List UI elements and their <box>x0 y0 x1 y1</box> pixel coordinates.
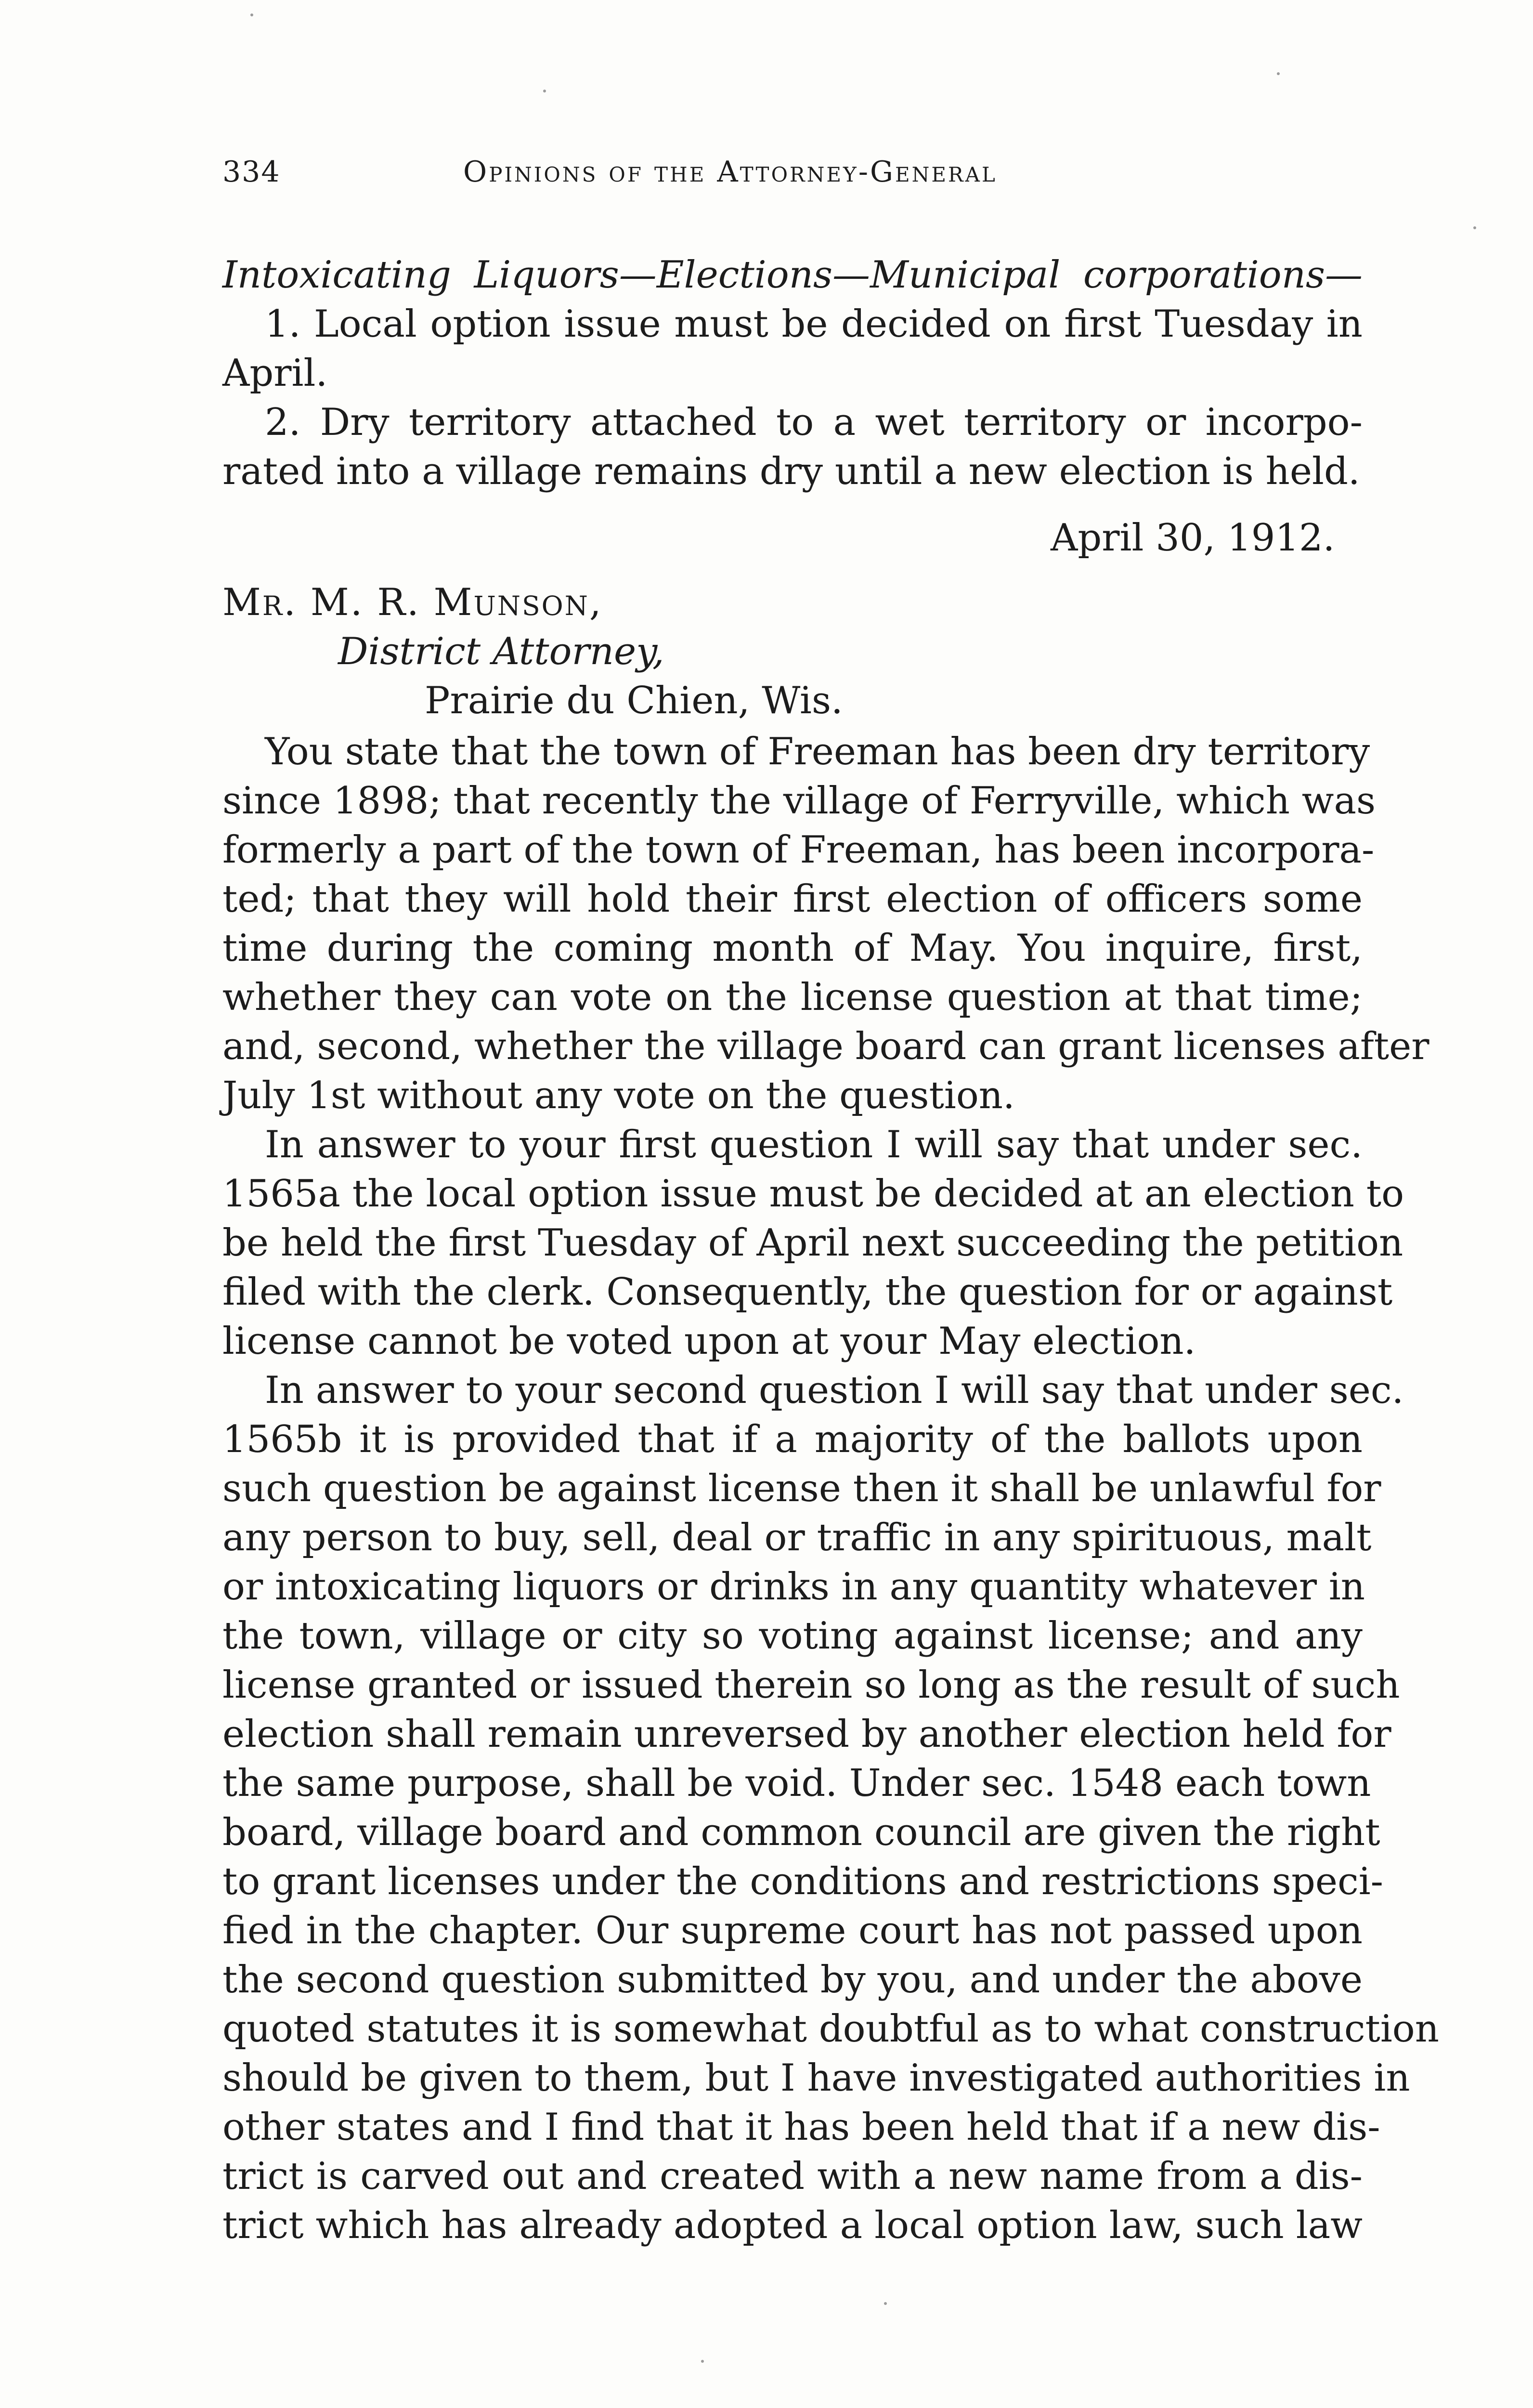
body-line: In answer to your second question I will say that under sec. <box>265 1369 1404 1412</box>
page-number: 334 <box>222 155 281 189</box>
body-line: the second question submitted by you, and under the above <box>222 1958 1363 2002</box>
letter-date: April 30, 1912. <box>1051 516 1335 560</box>
body-line: other states and I find that it has been held that if a new dis- <box>222 2106 1380 2149</box>
body-line: and, second, whether the village board can grant licenses after <box>222 1025 1429 1068</box>
headnote-point-1: 1. Local option issue must be decided on first Tuesday in <box>265 302 1363 346</box>
body-line: to grant licenses under the conditions and restrictions speci- <box>222 1860 1384 1903</box>
body-line: the same purpose, shall be void. Under sec. 1548 each town <box>222 1762 1371 1805</box>
scan-speck <box>884 2302 887 2305</box>
scan-speck <box>701 2360 704 2363</box>
body-line: ted; that they will hold their first election of officers some <box>222 877 1363 921</box>
body-line: In answer to your first question I will say that under sec. <box>265 1123 1363 1166</box>
scan-speck <box>543 90 546 92</box>
addressee-place: Prairie du Chien, Wis. <box>425 679 843 722</box>
scan-speck <box>1473 226 1476 229</box>
page-header <box>222 155 1137 198</box>
body-line: whether they can vote on the license question at that time; <box>222 976 1363 1019</box>
body-line: election shall remain unreversed by another election held for <box>222 1713 1391 1756</box>
body-line: license granted or issued therein so long as the result of such <box>222 1663 1400 1707</box>
body-line: time during the coming month of May. You inquire, first, <box>222 927 1363 970</box>
scan-speck <box>1277 72 1280 75</box>
body-line: or intoxicating liquors or drinks in any quantity whatever in <box>222 1565 1365 1609</box>
body-line: board, village board and common council are given the right <box>222 1811 1380 1854</box>
addressee-title: District Attorney, <box>338 630 664 673</box>
body-line: trict is carved out and created with a new name from a dis- <box>222 2155 1363 2198</box>
body-line: trict which has already adopted a local option law, such law <box>222 2204 1363 2247</box>
body-line: any person to buy, sell, deal or traffic in any spirituous, malt <box>222 1516 1372 1559</box>
body-line: license cannot be voted upon at your May election. <box>222 1320 1196 1363</box>
body-line: filed with the clerk. Consequently, the question for or against <box>222 1270 1393 1314</box>
running-head: Opinions of the Attorney-General <box>463 155 997 189</box>
scan-speck <box>250 13 253 16</box>
body-line: fied in the chapter. Our supreme court has not passed upon <box>222 1909 1363 1952</box>
body-line: quoted statutes it is somewhat doubtful as to what construction <box>222 2007 1440 2051</box>
headnote-topic: Intoxicating Liquors—Elections—Municipal corporations— <box>222 253 1363 297</box>
headnote-point-2-cont: rated into a village remains dry until a new election is held. <box>222 450 1360 493</box>
body-line: 1565b it is provided that if a majority of the ballots upon <box>222 1418 1363 1461</box>
body-line: You state that the town of Freeman has been dry territory <box>265 730 1370 773</box>
body-line: the town, village or city so voting against license; and any <box>222 1614 1363 1658</box>
body-line: 1565a the local option issue must be decided at an election to <box>222 1172 1404 1216</box>
body-line: should be given to them, but I have investigated authorities in <box>222 2056 1410 2100</box>
headnote-point-1-cont: April. <box>222 352 328 395</box>
addressee-name: Mr. M. R. Munson, <box>222 581 603 624</box>
body-line: July 1st without any vote on the question. <box>222 1074 1015 1117</box>
headnote-point-2: 2. Dry territory attached to a wet territory or incorpo- <box>265 401 1363 444</box>
body-line: be held the first Tuesday of April next succeeding the petition <box>222 1221 1403 1265</box>
body-line: formerly a part of the town of Freeman, has been incorpora- <box>222 828 1375 872</box>
body-line: since 1898; that recently the village of Ferryville, which was <box>222 779 1376 823</box>
body-line: such question be against license then it shall be unlawful for <box>222 1467 1381 1510</box>
